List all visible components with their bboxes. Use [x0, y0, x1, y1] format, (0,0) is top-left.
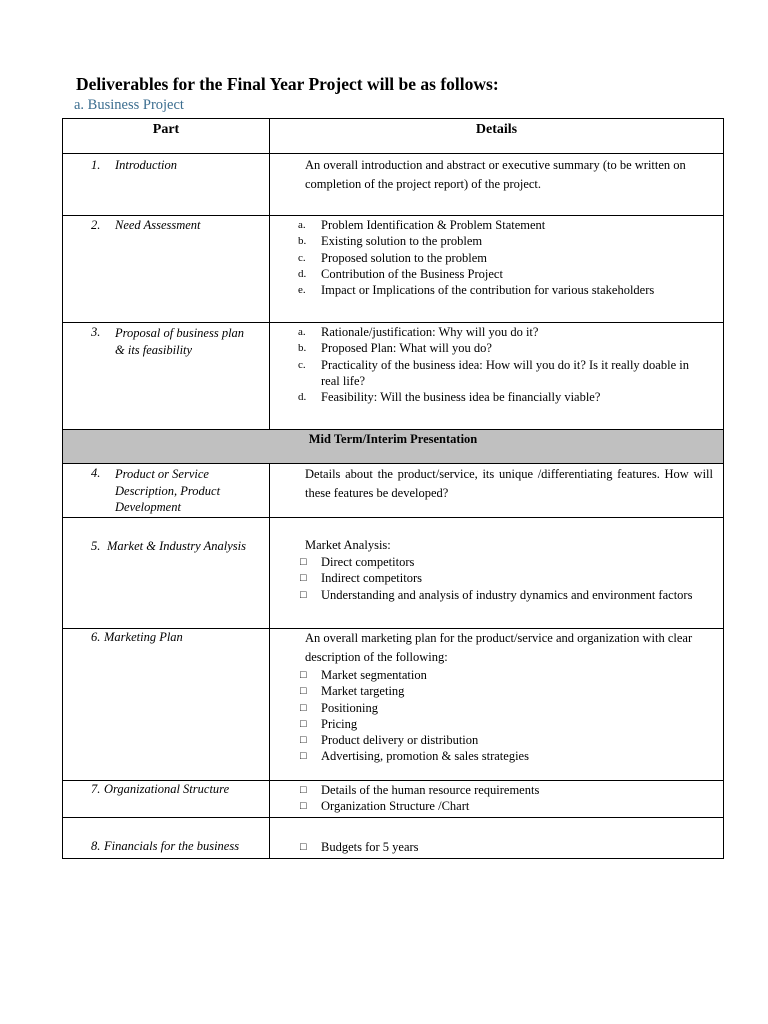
list-item-text: Proposed Plan: What will you do? — [321, 341, 492, 356]
list-marker: d. — [298, 391, 307, 404]
list-item-text: Product delivery or distribution — [321, 733, 479, 748]
list-item — [270, 554, 713, 570]
list-item — [270, 700, 723, 716]
part-label: Market & Industry Analysis — [107, 539, 246, 553]
table-row — [63, 464, 724, 518]
details-cell — [270, 629, 724, 781]
list-item-text: Problem Identification & Problem Statement — [321, 218, 546, 232]
details-cell — [270, 323, 724, 430]
document-heading: Deliverables for the Final Year Project will be as follows: — [76, 74, 499, 94]
list-item-text: Indirect competitors — [321, 571, 423, 586]
list-item — [270, 324, 693, 340]
checkbox-icon: □ — [300, 800, 307, 813]
list-marker: a. — [298, 219, 306, 231]
checkbox-icon: □ — [300, 588, 307, 601]
list-item — [270, 716, 723, 732]
details-text: An overall marketing plan for the product/service and organization with clear description of the following: — [305, 631, 693, 664]
part-number: 5. — [91, 539, 101, 553]
part-cell — [63, 629, 270, 781]
part-number: 2. — [91, 218, 101, 232]
list-item-text: Understanding and analysis of industry dynamics and environment factors — [321, 587, 693, 602]
list-item — [270, 683, 723, 699]
part-number: 6. — [91, 630, 101, 644]
details-cell — [270, 518, 724, 629]
list-item — [270, 667, 723, 683]
checkbox-icon: □ — [300, 841, 307, 853]
part-label: Marketing Plan — [104, 630, 183, 644]
table-row — [63, 781, 724, 818]
part-number: 4. — [91, 466, 101, 480]
list-item-text: Practicality of the business idea: How will you do it? Is it really doable in real life? — [321, 357, 689, 388]
part-cell — [63, 154, 270, 216]
mid-term-label: Mid Term/Interim Presentation — [63, 430, 724, 464]
part-label: Organizational Structure — [104, 782, 230, 796]
part-number: 1. — [91, 158, 101, 172]
column-header-part: Part — [63, 119, 270, 154]
checkbox-icon: □ — [300, 784, 307, 796]
details-cell — [270, 154, 724, 216]
list-marker: a. — [298, 326, 306, 338]
part-number: 3. — [91, 325, 101, 339]
list-item-text: Budgets for 5 years — [321, 840, 419, 854]
details-cell — [270, 464, 724, 518]
list-item-text: Existing solution to the problem — [321, 234, 483, 249]
checkbox-icon: □ — [300, 572, 307, 585]
list-item-text: Market segmentation — [321, 668, 427, 682]
details-text: Details about the product/service, its unique /differentiating features. How will these features be developed? — [305, 467, 713, 500]
checkbox-icon: □ — [300, 556, 307, 568]
list-item — [270, 732, 723, 748]
table-row — [63, 518, 724, 629]
column-header-details: Details — [270, 119, 724, 154]
list-item — [270, 798, 723, 814]
list-item — [270, 250, 723, 266]
bullet-list — [270, 839, 723, 855]
list-item-text: Direct competitors — [321, 555, 415, 569]
part-cell — [63, 781, 270, 818]
details-cell — [270, 781, 724, 818]
list-marker: b. — [298, 235, 307, 248]
details-cell — [270, 216, 724, 323]
list-item-text: Rationale/justification: Why will you do it? — [321, 325, 539, 339]
details-list — [270, 324, 723, 405]
part-cell — [63, 518, 270, 629]
list-item — [270, 839, 723, 855]
checkbox-icon: □ — [300, 701, 307, 714]
checkbox-icon: □ — [300, 685, 307, 698]
list-item-text: Positioning — [321, 700, 378, 715]
bullet-list — [270, 782, 723, 815]
list-item — [270, 570, 713, 586]
list-item — [270, 357, 693, 390]
table-row — [63, 154, 724, 216]
part-cell — [63, 216, 270, 323]
list-item — [270, 587, 713, 603]
list-item-text: Impact or Implications of the contribution for various stakeholders — [321, 283, 655, 298]
part-label: Introduction — [115, 158, 178, 172]
list-item-text: Market targeting — [321, 684, 405, 699]
table-row — [63, 216, 724, 323]
list-item — [270, 782, 723, 798]
list-item — [270, 340, 693, 356]
list-item — [270, 748, 723, 764]
section-subheading: a. Business Project — [74, 97, 184, 113]
part-cell — [63, 818, 270, 859]
list-item-text: Contribution of the Business Project — [321, 266, 503, 281]
details-text: Market Analysis: — [305, 538, 391, 552]
list-item — [270, 217, 723, 233]
list-marker: c. — [298, 358, 306, 371]
list-item — [270, 233, 723, 249]
list-item — [270, 282, 723, 298]
part-label: Proposal of business plan & its feasibility — [115, 326, 245, 357]
list-item — [270, 389, 693, 405]
checkbox-icon: □ — [300, 750, 307, 763]
details-cell — [270, 818, 724, 859]
details-list — [270, 217, 723, 298]
part-cell — [63, 464, 270, 518]
bullet-list — [270, 554, 723, 603]
table-row — [63, 323, 724, 430]
list-marker: d. — [298, 267, 307, 280]
list-item-text: Details of the human resource requirements — [321, 783, 540, 797]
list-item-text: Pricing — [321, 716, 358, 731]
part-cell — [63, 323, 270, 430]
part-label: Product or Service Description, Product Development — [115, 467, 221, 514]
table-row — [63, 818, 724, 859]
checkbox-icon: □ — [300, 717, 307, 730]
details-text: An overall introduction and abstract or executive summary (to be written on completion of the project report) of the project. — [305, 158, 686, 191]
part-number: 8. — [91, 839, 101, 853]
list-item-text: Advertising, promotion & sales strategies — [321, 749, 529, 764]
list-item-text: Feasibility: Will the business idea be financially viable? — [321, 390, 601, 405]
mid-term-row — [63, 430, 724, 464]
table-row — [63, 629, 724, 781]
list-item-text: Proposed solution to the problem — [321, 250, 487, 265]
checkbox-icon: □ — [300, 669, 307, 681]
list-marker: b. — [298, 342, 307, 355]
part-label: Financials for the business — [104, 839, 240, 853]
list-item — [270, 266, 723, 282]
part-label: Need Assessment — [115, 218, 201, 232]
deliverables-table — [62, 118, 724, 859]
table-header-row — [63, 119, 724, 154]
list-item-text: Organization Structure /Chart — [321, 799, 470, 814]
part-number: 7. — [91, 782, 101, 796]
list-marker: e. — [298, 284, 306, 297]
bullet-list — [270, 667, 723, 765]
list-marker: c. — [298, 251, 306, 264]
checkbox-icon: □ — [300, 734, 307, 747]
